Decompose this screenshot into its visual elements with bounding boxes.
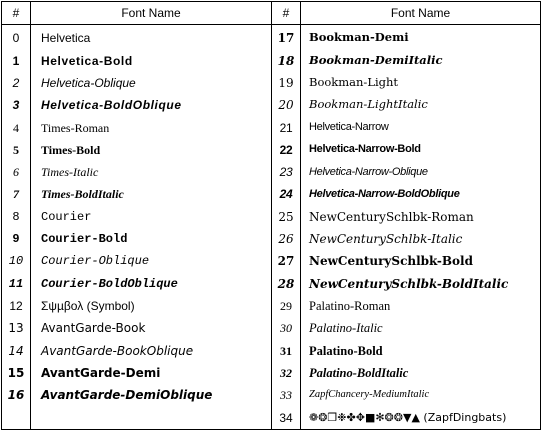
empty-cell xyxy=(2,407,31,430)
font-number: 4 xyxy=(2,116,31,138)
font-name: Courier xyxy=(31,206,272,228)
font-name: NewCenturySchlbk-Roman xyxy=(301,206,541,228)
font-name: AvantGarde-Demi xyxy=(31,362,272,384)
font-number: 10 xyxy=(2,250,31,272)
font-name: AvantGarde-Book xyxy=(31,317,272,339)
table-row xyxy=(2,161,541,183)
font-number: 33 xyxy=(272,384,301,406)
font-name: AvantGarde-DemiOblique xyxy=(31,384,272,406)
left-num-header: # xyxy=(2,2,31,25)
font-name: Times-Bold xyxy=(31,139,272,161)
font-name: Helvetica-Oblique xyxy=(31,72,272,94)
table-row xyxy=(2,116,541,138)
font-number: 25 xyxy=(272,206,301,228)
font-name: Courier-Bold xyxy=(31,228,272,250)
table-row xyxy=(2,250,541,272)
table-row xyxy=(2,25,541,50)
table-row xyxy=(2,139,541,161)
font-name: NewCenturySchlbk-Italic xyxy=(301,228,541,250)
font-number: 0 xyxy=(2,25,31,50)
font-name: Bookman-LightItalic xyxy=(301,94,541,116)
font-number: 7 xyxy=(2,183,31,205)
font-name: Σψµβολ (Symbol) xyxy=(31,295,272,317)
font-table xyxy=(1,1,541,430)
table-row xyxy=(2,72,541,94)
font-number: 3 xyxy=(2,94,31,116)
font-name: Palatino-Italic xyxy=(301,317,541,339)
font-name: Helvetica-BoldOblique xyxy=(31,94,272,116)
font-name: Bookman-Light xyxy=(301,72,541,94)
font-number: 5 xyxy=(2,139,31,161)
font-name: Helvetica-Narrow-Oblique xyxy=(301,161,541,183)
font-name: Courier-Oblique xyxy=(31,250,272,272)
header-row xyxy=(2,2,541,25)
font-number: 1 xyxy=(2,49,31,71)
font-number: 24 xyxy=(272,183,301,205)
font-number: 6 xyxy=(2,161,31,183)
font-name: NewCenturySchlbk-BoldItalic xyxy=(301,273,541,295)
empty-cell xyxy=(31,407,272,430)
table-row xyxy=(2,362,541,384)
font-number: 12 xyxy=(2,295,31,317)
font-number: 18 xyxy=(272,49,301,71)
font-number: 22 xyxy=(272,139,301,161)
font-name: Helvetica-Narrow-BoldOblique xyxy=(301,183,541,205)
font-name: Helvetica-Narrow-Bold xyxy=(301,139,541,161)
table-row xyxy=(2,407,541,430)
font-name: Palatino-BoldItalic xyxy=(301,362,541,384)
font-number: 30 xyxy=(272,317,301,339)
table-row xyxy=(2,183,541,205)
font-number: 11 xyxy=(2,273,31,295)
font-name: Helvetica-Bold xyxy=(31,49,272,71)
font-number: 14 xyxy=(2,340,31,362)
font-name: Courier-BoldOblique xyxy=(31,273,272,295)
table-row xyxy=(2,206,541,228)
font-number: 32 xyxy=(272,362,301,384)
font-number: 19 xyxy=(272,72,301,94)
font-number: 27 xyxy=(272,250,301,272)
font-name: Times-Italic xyxy=(31,161,272,183)
font-name: Times-BoldItalic xyxy=(31,183,272,205)
font-number: 8 xyxy=(2,206,31,228)
left-name-header: Font Name xyxy=(31,2,272,25)
font-number: 28 xyxy=(272,273,301,295)
font-number: 16 xyxy=(2,384,31,406)
font-number: 23 xyxy=(272,161,301,183)
font-name: Bookman-Demi xyxy=(301,25,541,50)
font-number: 2 xyxy=(2,72,31,94)
right-num-header: # xyxy=(272,2,301,25)
font-number: 26 xyxy=(272,228,301,250)
font-name: Palatino-Roman xyxy=(301,295,541,317)
table-row xyxy=(2,49,541,71)
font-number: 31 xyxy=(272,340,301,362)
font-name: Helvetica xyxy=(31,25,272,50)
font-number: 17 xyxy=(272,25,301,50)
font-number: 13 xyxy=(2,317,31,339)
table-row xyxy=(2,94,541,116)
font-number: 20 xyxy=(272,94,301,116)
font-name: Palatino-Bold xyxy=(301,340,541,362)
font-number: 21 xyxy=(272,116,301,138)
font-name: NewCenturySchlbk-Bold xyxy=(301,250,541,272)
table-row xyxy=(2,228,541,250)
font-name: ZapfChancery-MediumItalic xyxy=(301,384,541,406)
right-name-header: Font Name xyxy=(301,2,541,25)
font-number: 15 xyxy=(2,362,31,384)
font-name: Bookman-DemiItalic xyxy=(301,49,541,71)
font-number: 29 xyxy=(272,295,301,317)
font-name: AvantGarde-BookOblique xyxy=(31,340,272,362)
table-row xyxy=(2,273,541,295)
font-name: Times-Roman xyxy=(31,116,272,138)
font-name: ❁❂❐❉✤✥■✻❂❂▼▲ (ZapfDingbats) xyxy=(301,407,541,430)
font-name: Helvetica-Narrow xyxy=(301,116,541,138)
font-number: 34 xyxy=(272,407,301,430)
table-row xyxy=(2,340,541,362)
table-row xyxy=(2,295,541,317)
table-row xyxy=(2,317,541,339)
table-row xyxy=(2,384,541,406)
font-number: 9 xyxy=(2,228,31,250)
